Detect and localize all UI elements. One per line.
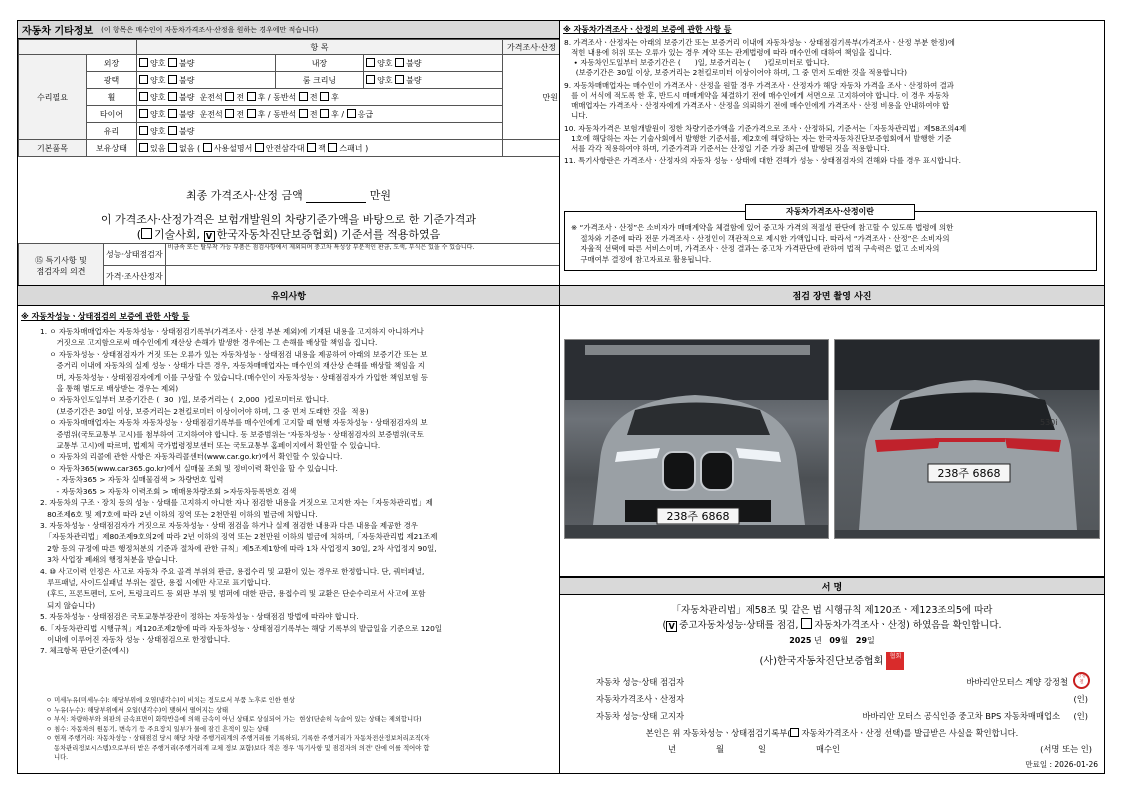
checkbox[interactable]: [139, 92, 148, 101]
checkbox[interactable]: [299, 92, 308, 101]
checkbox[interactable]: [168, 58, 177, 67]
car-front-image: [565, 340, 829, 539]
row-label: 휠: [87, 89, 137, 106]
rear-car-photo: [834, 339, 1100, 539]
notice-header: 유의사항: [18, 286, 559, 306]
checkbox[interactable]: [328, 143, 337, 152]
final-price-input[interactable]: [306, 190, 366, 203]
checkbox[interactable]: [395, 58, 404, 67]
row-label2: 내장: [275, 55, 363, 72]
checkbox[interactable]: [141, 228, 152, 239]
col-price: 가격조사·산정: [503, 40, 561, 55]
notice-text-7: ㅇ 미세누유(미세누수): 해당부위에 오염(냉각수)이 비치는 정도로서 부품 노후로 인한 현상 ㅇ 누유(누수): 해당부위에서 오일(냉각수)이 맺혀서 떨어지는 상태 ㅇ 부식: 차량하부와 외판의 금속표면이 화학반응에 의해 금속이 아닌 상태로 상실되어 가는 현상(단순히 녹슬어 있는 상태는 제외합니다) ㅇ 침수: 자동차의 원동기, 변속기 등 주요장치 일부가 물에 잠긴 흔적이 있는 상태 ㅇ 현재 주행거리: 자동차성능ㆍ상태점검 당시 해당 차량 주행거리계의 주행거리를 기록하되, 기록한 주행거리가 자동차전산정보처리조직(자 동차관리정보시스템)으로부터 받은 주행거리(주행거리계 교체 정보 포함)보다 적은 경우 '특기사항 및 점검자의 의견' 란에 이를 적어야 합 니다.: [46, 697, 430, 761]
receipt-line: 본인은 위 자동차성능ㆍ상태점검기록부( 자동차가격조사ㆍ산정 선택)를 발급받은 사실을 확인합니다.: [645, 728, 1019, 738]
checkbox[interactable]: [139, 143, 148, 152]
signer-row: 자동차 성능·상태 점검자 바바리안모터스 계양 강정철 강정철: [596, 676, 1098, 688]
checkbox[interactable]: [225, 109, 234, 118]
expiry-date: 만료일 : 2026-01-26: [1025, 760, 1098, 769]
front-car-photo: [564, 339, 829, 539]
section-header: [18, 21, 559, 39]
vehicle-other-info-section: [17, 20, 560, 286]
photo-header: 점검 장면 촬영 사진: [560, 286, 1104, 306]
checkbox[interactable]: [168, 126, 177, 135]
photo-section: [560, 286, 1105, 577]
checkbox[interactable]: [139, 126, 148, 135]
repair-table: 항 목 가격조사·산정 수리필요 외장 양호 불량 내장 양호 불량 만원 광택 양호 불량 룸 크리닝 양호 불량 휠 양호 불량 운전석 전 후 / 동반석 전 후 타이어 양호 불량 운전석 전 후 / 동반석 전 후 / 응급 유리 양호 불량 기본품목 보유상태 있음 없음 ( 사용설명서 안전삼각대 잭 스패너 ): [18, 39, 560, 157]
checkbox[interactable]: [168, 109, 177, 118]
car-rear-image: [835, 340, 1100, 539]
sign-date: 2025 년 09월 29일: [789, 636, 875, 645]
buyer-signature-field[interactable]: (서명 또는 인): [1040, 744, 1092, 754]
checkbox[interactable]: [801, 618, 812, 629]
checkbox[interactable]: [395, 75, 404, 84]
section-title: 자동차 기타정보: [22, 26, 94, 37]
checkbox[interactable]: [168, 143, 177, 152]
note-11: 11. 특기사항란은 가격조사ㆍ산정자의 자동차 성능ㆍ상태에 대한 견해가 성능ㆍ상태점검자의 견해와 다를 경우 표시합니다.: [564, 156, 961, 165]
checkbox[interactable]: [247, 92, 256, 101]
row-label: 보유상태: [87, 140, 137, 157]
checkbox[interactable]: [168, 75, 177, 84]
checkbox[interactable]: [247, 109, 256, 118]
special-r2-label: 가격·조사산정자: [104, 266, 166, 287]
row-label: 외장: [87, 55, 137, 72]
signature-header: 서 명: [560, 577, 1104, 595]
model-badge: 530i: [1040, 418, 1058, 427]
checkbox[interactable]: [320, 92, 329, 101]
law-line: 「자동차관리법」제58조 및 같은 법 시행규칙 제120조ㆍ제123조의5에 따라: [671, 605, 993, 616]
signer-row: 자동차 성능·상태 고지자 바바리안 모터스 공식인증 중고차 BPS 자동차매매업소 (인): [596, 711, 1088, 721]
final-price: 최종 가격조사·산정 금액 만원: [185, 189, 391, 202]
checkbox[interactable]: [139, 58, 148, 67]
note-8: 8. 가격조사ㆍ산정자는 아래의 보증기간 또는 보증거리 이내에 자동차성능ㆍ상태점검기록부(가격조사ㆍ산정 부분 한정)에 적힌 내용에 허위 또는 오류가 있는 경우 계약 또는 관계법령에 따라 매수인에 대하여 책임을 집니다. ∙ 자동차인도일부터 보증기간은 ( )일, 보증거리는 ( )킬로미터로 합니다. (보증기간은 30일 이상, 보증거리는 2천킬로미터 이상이어야 하며, 그 중 먼저 도래한 것을 적용합니다): [564, 38, 955, 77]
price-guarantee-title: ※ 자동차가격조사ㆍ산정의 보증에 관한 사항 등: [563, 25, 732, 34]
price-guarantee-section: [560, 20, 1105, 286]
note-9: 9. 자동차매매업자는 매수인이 가격조사ㆍ산정을 원할 경우 가격조사ㆍ산정자가 해당 자동차 가격을 조사ㆍ산정하여 결과 를 이 서식에 적도록 한 후, 반드시 매매계약을 체결하기 전에 매수인에게 서면으로 고지하여야 합니다. 이 경우 자동차 매매업자는 가격조사ㆍ산정자에게 가격조사ㆍ산정을 의뢰하기 전에 매수인에게 가격조사ㆍ산정 비용을 안내하여야 합 니다.: [564, 81, 954, 120]
group-repair: 수리필요: [19, 55, 87, 140]
issuing-org: (사)한국자동차진단보증협회 협회: [560, 652, 1104, 670]
front-plate: 238주 6868: [666, 510, 730, 523]
col-item: 항 목: [137, 40, 503, 55]
row-label: 타이어: [87, 106, 137, 123]
checkbox[interactable]: [307, 143, 316, 152]
special-notes-table: ⑮ 특기사항 및 점검자의 의견 성능·상태점검자 비금속 또는 탈부착 가능 부품은 점검사항에서 제외되며 중고차 특성상 부분적인 판금, 도색, 부식은 있을 수 있습니다. 가격·조사산정자: [18, 243, 560, 286]
row-label2: 룸 크리닝: [275, 72, 363, 89]
notice-text: 1. ㅇ 자동차매매업자는 자동차성능ㆍ상태점검기록부(가격조사ㆍ산정 부분 제외)에 기재된 내용을 고지하지 아니하거나 거짓으로 고지함으로써 매수인에게 재산상 손해가 발생한 경우에는 그 손해를 배상할 책임을 집니다. ㅇ 자동차성능ㆍ상태점검자가 거짓 또는 오류가 있는 자동차성능ㆍ상태점검 내용을 제공하여 아래의 보증기간 또는 보 증거리 이내에 자동차의 실제 성능ㆍ상태가 다른 경우, 자동차매매업자는 매수인의 재산상 손해를 배상할 책임을 지 며, 자동차성능ㆍ상태점검자에게 이를 구상할 수 있습니다.(매수인이 자동차성능ㆍ상태점검자가 가입한 책임보험 등 을 통해 별도로 배상받는 경우는 제외) ㅇ 자동차인도일부터 보증기간은 ( 30 )일, 보증거리는 ( 2,000 )킬로미터로 합니다. (보증기간은 30일 이상, 보증거리는 2천킬로미터 이상이어야 하며, 그 중 먼저 도래한 것을 적용) ㅇ 자동차매매업자는 자동차 자동차성능ㆍ상태점검기록부를 매수인에게 고지할 때 현행 자동차성능ㆍ상태점검자의 보 증범위(국토교통부 고시)를 첨부하여 고지하여야 합니다. 동 보증범위는 '자동차성능ㆍ상태점검자의 보증범위(국토 교통부 고시)에 따르며, 법제처 국가법령정보센터 또는 국토교통부 홈페이지에서 확인할 수 있습니다. ㅇ 자동차의 리콜에 관한 사항은 자동차리콜센터(www.car.go.kr)에서 확인할 수 있습니다. ㅇ 자동차365(www.car365.go.kr)에서 실매물 조회 및 정비이력 확인을 할 수 있습니다. - 자동차365 > 자동차 실매물검색 > 차량번호 입력 - 자동차365 > 자동차 이력조회 > 매매용차량조회 >자동차등록번호 검색 2. 자동차의 구조ㆍ장치 등의 성능ㆍ상태를 고지하지 아니한 자나 점검한 내용을 거짓으로 고지한 자는「자동차관리법」제 80조제6호 및 제7호에 따라 2년 이하의 징역 또는 2천만원 이하의 벌금에 처합니다. 3. 자동차성능ㆍ상태점검자가 거짓으로 자동차성능ㆍ상태 점검을 하거나 실제 점검한 내용과 다른 내용을 제공한 경우 「자동차관리법」제80조제9호의2에 따라 2년 이하의 징역 또는 2천만원 이하의 벌금에 처하며,「자동차관리법 제21조제 2항 등의 규정에 따른 행정처분의 기준과 절차에 관한 규칙」제5조제1항에 따라 1차 사업정지 30일, 2차 사업정지 90일, 3차 사업장 폐쇄의 행정처분을 받습니다. 4. ⑩ 사고이력 인정은 사고로 자동차 주요 골격 부위의 판금, 용접수리 및 교환이 있는 경우로 한정합니다. 단, 쿼터패널, 루프패널, 사이드실패널 부위는 절단, 용접 시에만 사고로 표기합니다. (후드, 프론트펜더, 도어, 트렁크리드 등 외판 부위 및 범퍼에 대한 판금, 용접수리 및 교환은 단순수리로서 사고에 포함 되지 않습니다) 5. 자동차성능ㆍ상태점검은 국토교통부장관이 정하는 자동차성능ㆍ상태점검 방법에 따라야 합니다. 6.「자동차관리법 시행규칙」제120조제2항에 따라 자동차성능ㆍ상태점검기록부는 해당 기록부의 발급일을 기준으로 120일 이내에 이루어진 자동차 성능ㆍ상태점검으로 한정합니다. 7. 체크항목 판단기준(예시): [40, 327, 442, 656]
checkbox[interactable]: [168, 92, 177, 101]
checkbox[interactable]: [225, 92, 234, 101]
personal-seal-icon: 강정철: [1073, 672, 1090, 689]
checkbox[interactable]: [139, 75, 148, 84]
row-label: 광택: [87, 72, 137, 89]
basis-line1: 이 가격조사·산정가격은 보험개발원의 차량기준가액을 바탕으로 한 기준가격과: [100, 213, 477, 226]
special-r1-label: 성능·상태점검자: [104, 244, 166, 266]
checkbox[interactable]: [139, 109, 148, 118]
checkbox-checked[interactable]: V: [666, 621, 677, 632]
checkbox[interactable]: [320, 109, 329, 118]
checkbox[interactable]: [366, 75, 375, 84]
price-definition-text: ※ “가격조사ㆍ산정”은 소비자가 매매계약을 체결함에 있어 중고차 가격의 적절성 판단에 참고할 수 있도록 법령에 의한 절차와 기준에 따라 전문 가격조사ㆍ산정인이 객관적으로 제시한 가액입니다. 따라서 “가격조사ㆍ산정”은 소비자의 자율적 선택에 따른 서비스이며, 가격조사ㆍ산정 결과는 중고차 가격판단에 관하여 법적 구속력은 없고 소비자의 구매여부 결정에 참고자료로 활용됩니다.: [571, 223, 954, 264]
signature-section: 서 명 「자동차관리법」제58조 및 같은 법 시행규칙 제120조ㆍ제123조의5에 따라 ( V 중고자동차성능·상태를 점검, 자동차가격조사ㆍ산정) 하였음을 확인합니다. 2025 년 09월 29일 (사)한국자동차진단보증협회 협회 자동차 성능·상태 점검자 바바리안모터스 계양 강정철 강정철 자동차가격조사ㆍ산정자 (인) 자동차 성능·상태 고지자 바바리안 모터스 공식인증 중고차 BPS 자동차매매업소 (인) 본인은 위 자동차성능ㆍ상태점검기록부( 자동차가격조사ㆍ산정 선택)를 발급받은 사실을 확인합니다. 년 월 일 매수인 (서명 또는 인) 만료일 : 2026-01-26: [560, 577, 1105, 774]
checkbox[interactable]: [790, 728, 799, 737]
checkbox[interactable]: [299, 109, 308, 118]
notice-section: [17, 286, 560, 774]
basis-line2: ( 기술사회, V 한국자동차진단보증협회) 기준서를 적용하였음: [136, 228, 441, 241]
notice-title: ※ 자동차성능ㆍ상태점검의 보증에 관한 사항 등: [21, 312, 190, 321]
rear-plate: 238주 6868: [937, 467, 1001, 480]
checkbox-checked[interactable]: V: [204, 231, 215, 242]
confirm-line: ( V 중고자동차성능·상태를 점검, 자동차가격조사ㆍ산정) 하였음을 확인합니다.: [662, 620, 1002, 631]
row-label: 유리: [87, 123, 137, 140]
checkbox[interactable]: [255, 143, 264, 152]
checkbox[interactable]: [203, 143, 212, 152]
unit-manwon: 만원: [503, 55, 561, 140]
price-definition-title: 자동차가격조사·산정이란: [745, 204, 915, 220]
checkbox[interactable]: [347, 109, 356, 118]
note-10: 10. 자동차가격은 보험개발원이 정한 차량기준가액을 기준가격으로 조사ㆍ산정하되, 기준서는「자동차관리법」제58조의4제 1호에 해당하는 자는 기술사회에서 발행한 기준서를, 제2호에 해당하는 자는 한국자동차진단보증협회에서 발행한 기준 서를 각각 적용하여야 하며, 기준가격과 기준서는 산정일 기준 가장 최근에 발행된 것을 적용합니다.: [564, 124, 967, 153]
group-basic: 기본품목: [19, 140, 87, 157]
special-r1-note: 비금속 또는 탈부착 가능 부품은 점검사항에서 제외되며 중고차 특성상 부분적인 판금, 도색, 부식은 있을 수 있습니다.: [165, 244, 560, 266]
signer-row: 자동차가격조사ㆍ산정자 (인): [596, 694, 1088, 704]
checkbox[interactable]: [366, 58, 375, 67]
section-note: (이 항목은 매수인이 자동차가격조사·산정을 원하는 경우에만 적습니다): [101, 25, 319, 34]
org-seal-icon: 협회: [886, 652, 904, 670]
price-definition-box: [564, 207, 1097, 271]
